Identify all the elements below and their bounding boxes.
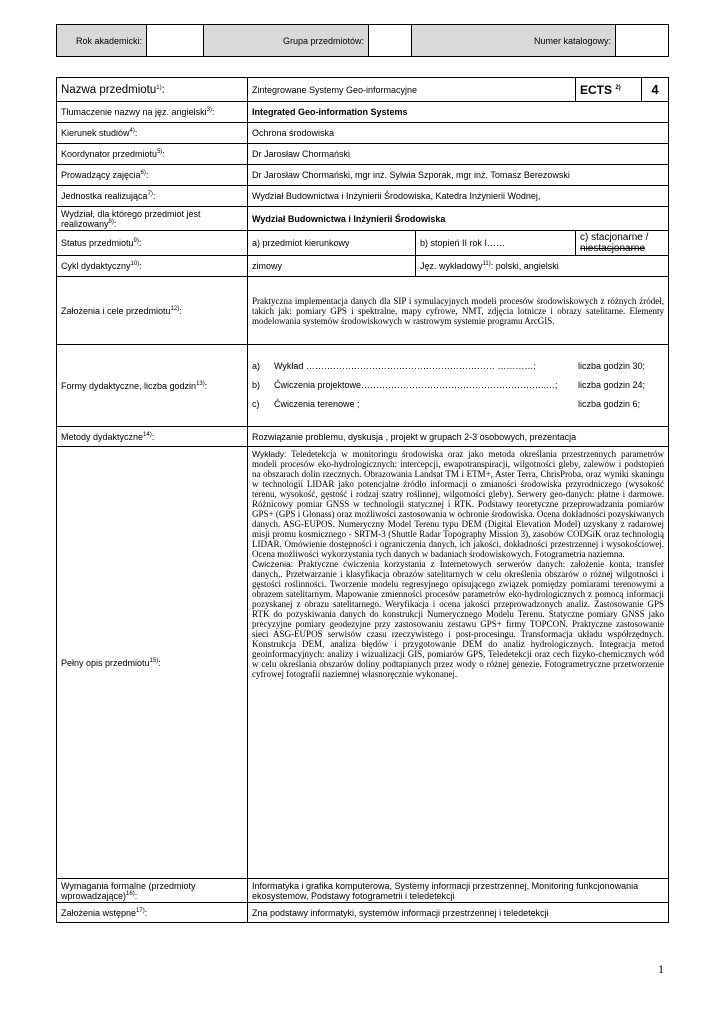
grupa-przedmiotow-label: Grupa przedmiotów: <box>204 25 369 57</box>
cykl-value: zimowy <box>248 256 416 277</box>
rok-akademicki-value <box>147 25 204 57</box>
metody-value: Rozwiązanie problemu, dyskusja , projekt w grupach 2-3 osobowych, prezentacja <box>248 427 669 447</box>
forma-cwiczenia-projektowe: b) Ćwiczenia projektowe……………………………………………………..…; liczba godzin 24; <box>252 380 646 390</box>
wydzial-label: Wydział, dla którego przedmiot jest realizowany$^{8)}$: <box>57 207 248 231</box>
zalozenia-wstepne-value: Zna podstawy informatyki, systemów informacji przestrzennej i teledetekcji <box>248 903 669 923</box>
header-table <box>56 24 669 57</box>
prowadzacy-label: Prowadzący zajęcia$^{6)}$: <box>57 165 248 186</box>
wydzial-value: Wydział Budownictwa i Inżynierii Środowiska <box>248 207 669 231</box>
rok-akademicki-label: Rok akademicki: <box>57 25 147 57</box>
formy-label: Formy dydaktyczne, liczba godzin$^{13)}$: <box>57 345 248 427</box>
status-a: a) przedmiot kierunkowy <box>248 231 416 256</box>
course-table <box>56 77 669 923</box>
zalozenia-label: Założenia i cele przedmiotu$^{12)}$: <box>57 277 248 345</box>
koordynator-value: Dr Jarosław Chormański <box>248 144 669 165</box>
tlumaczenie-value: Integrated Geo-information Systems <box>248 102 669 123</box>
zalozenia-value: Praktyczna implementacja danych dla SIP i symulacyjnych modeli procesów środowiskowych z różnych źródeł, takich jak: pomiary GPS i spektralne, mapy cyfrowe, NMT, zdjęcia lotnicze i obrazy satelitarne. Elementy modelowania systemów środowiskowych w rastrowym systemie programu ArcGIS. <box>248 277 669 345</box>
wymagania-value: Informatyka i grafika komputerowa, Systemy informacji przestrzennej, Monitoring funkcjonowania ekosystemów, Podstawy fotogrametrii i teledetekcji <box>248 879 669 903</box>
grupa-przedmiotow-value <box>369 25 412 57</box>
forma-wyklad: a) Wykład ……………………………………………………… …………; liczba godzin 30; <box>252 361 646 371</box>
nazwa-label: Nazwa przedmiotu$^{1)}$: <box>57 78 248 102</box>
jezyk-value: Jęz. wykładowy$^{11)}$: polski, angielski <box>416 256 669 277</box>
zalozenia-wstepne-label: Założenia wstępne$^{17)}$: <box>57 903 248 923</box>
kierunek-value: Ochrona środowiska <box>248 123 669 144</box>
opis-label: Pełny opis przedmiotu$^{15)}$: <box>57 447 248 879</box>
nazwa-value: Zintegrowane Systemy Geo-informacyjne <box>248 78 576 102</box>
page-number: 1 <box>658 962 664 976</box>
formy-value <box>248 345 669 427</box>
tlumaczenie-label: Tłumaczenie nazwy na jęz. angielski$^{3)}$: <box>57 102 248 123</box>
cykl-label: Cykl dydaktyczny$^{10)}$: <box>57 256 248 277</box>
opis-value: Wykłady: Teledetekcja w monitoringu środowiska oraz jako metoda określania przestrzennych parametrów modeli procesów eko-hydrologicznych: intercepcji, ewapotranspiracji, wilgotności gleby, zalewów i podstopień na obszarach dolin rzecznych. Obrazowania Landsat TM i ETM+, Aster Terra, ChrisProba, oraz wyniki skaningu w technologii LIDAR jako potencjalne źródło informacji o zmianości środowiska przyrodniczego (wysokość terenu, wysokość, gęstość i rodzaj szatry roślinnej, wilgotności gleby). Serwery geo-danych: płatne i darmowe. Różnicowy pomiar GNSS w technologii statycznej i RTK. Podstawy teoretyczne przeprowadzania pomiarów GPS+ (GPS i Glonass) oraz możliwości zastosowania w ochronie środowiska. Ocena dokładności pozyskiwanych danych. ASG-EUPOS. Numeryczny Model Terenu typu DEM (Digital Elevation Model) uzyskany z radarowej misji promu kosmicznego - SRTM-3 (Shuttle Radar Topography Mission 3), zasobów CODGiK oraz technologią LIDAR. Omówienie dostępności i ograniczenia danych, ich jakości, dokładności przestrzennej i wysokościowej. Ocena możliwości wykorzystania tych danych w badaniach środowiskowych. Fotogrametria naziemna. Ćwiczenia: Praktyczne ćwiczenia korzystania z Internetowych serwerów danych: założenie konta, transfer danych,. Przetwarzanie i klasyfikacja obrazów satelitarnych w celu określenia obszarów o różnej wilgotności i gęstości roślinności. Tworzenie modelu regresyjnego opisującego związek pomiędzy pomiarami terenowymi a obrazem satelitarnym. Mapowanie zmienności procesów parametrów eko-hydrologicznych z pomocą informacji pozyskanej z obrazu satelitarnego. Weryfikacja i ocena jakości przeprowadzonych analiz. Zastosowanie GPS RTK do pozyskiwania danych do konstrukcji Numerycznego Modelu Terenu. Statyczne pomiary GNSS jako precyzyjne pomiary geodezyjne przy zastosowaniu zestawu GPS+ firmy TOPCON. Praktyczne zastosowanie sieci ASG-EUPOS serwisów czasu rzeczywistego i post-procesingu. Transformacja układu współrzędnych. Konstrukcja DEM, analiza błędów i przygotowanie DEM do analiz hydrologicznych. Integracja metod geoinformacyjnych: analizy i wizualizacji GIS, pomiarów GPS, Teledetekcji oraz cech fizyko-chemicznych wód w celu określania obszarów doliny podtapianych przez wody o różnej genezie. Fotogrametryczne przetworzenie cyfrowej fotografii naziemnej własnoręcznie wykonanej. <box>248 447 669 879</box>
jednostka-label: Jednostka realizująca$^{7)}$: <box>57 186 248 207</box>
forma-cwiczenia-terenowe: c) Ćwiczenia terenowe ; liczba godzin 6; <box>252 399 641 409</box>
ects-label: ECTS $^{2)}$ <box>576 78 642 102</box>
jednostka-value: Wydział Budownictwa i Inżynierii Środowiska, Katedra Inżynierii Wodnej, <box>248 186 669 207</box>
status-label: Status przedmiotu$^{9)}$: <box>57 231 248 256</box>
koordynator-label: Koordynator przedmiotu$^{5)}$: <box>57 144 248 165</box>
numer-katalogowy-label: Numer katalogowy: <box>412 25 616 57</box>
wymagania-label: Wymagania formalne (przedmioty wprowadzające)$^{16)}$: <box>57 879 248 903</box>
metody-label: Metody dydaktyczne$^{14)}$: <box>57 427 248 447</box>
ects-value: 4 <box>642 78 669 102</box>
status-c: c) stacjonarne / niestacjonarne <box>576 231 669 256</box>
status-b: b) stopień II rok I…… <box>416 231 576 256</box>
prowadzacy-value: Dr Jarosław Chormański, mgr inż. Sylwia Szporak, mgr inż. Tomasz Berezowski <box>248 165 669 186</box>
kierunek-label: Kierunek studiów$^{4)}$: <box>57 123 248 144</box>
numer-katalogowy-value <box>616 25 669 57</box>
